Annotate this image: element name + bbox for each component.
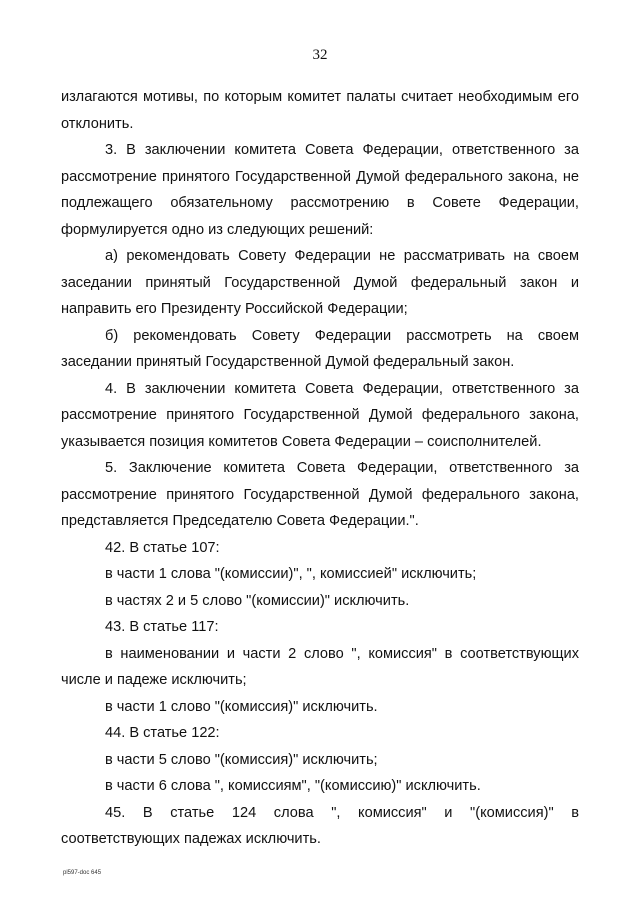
page-number: 32 [312,47,328,63]
paragraph-article-107-parts-2-5: в частях 2 и 5 слово "(комиссии)" исключить. [105,592,410,609]
paragraph-subitem-b: б) рекомендовать Совету Федерации рассмотреть на своем заседании принятый Государственной Думой федеральный закон. [61,327,579,370]
paragraph-article-122-heading: 44. В статье 122: [105,725,220,741]
paragraph-item-4: 4. В заключении комитета Совета Федерации, ответственного за рассмотрение принятого Государственной Думой федерального закона, указывается позиция комитетов Совета Федерации – соисполнителей. [61,380,579,450]
paragraph-continuation: излагаются мотивы, по которым комитет палаты считает необходимым его отклонить. [61,89,579,132]
document-body [61,84,579,853]
paragraph-article-117-heading: 43. В статье 117: [105,619,219,635]
paragraph-article-122-part-5: в части 5 слово "(комиссия)" исключить; [105,751,378,768]
paragraph-article-107-heading: 42. В статье 107: [105,539,220,556]
paragraph-article-124: 45. В статье 124 слова ", комиссия" и "(комиссия)" в соответствующих падежах исключить. [61,804,579,847]
paragraph-article-107-part-1: в части 1 слова "(комиссии)", ", комиссией" исключить; [105,566,477,582]
paragraph-item-3: 3. В заключении комитета Совета Федерации, ответственного за рассмотрение принятого Государственной Думой федерального закона, не подлежащего обязательному рассмотрению в Совете Федерации, формулируется одно из следующих решений: [61,142,579,238]
paragraph-item-5: 5. Заключение комитета Совета Федерации, ответственного за рассмотрение принятого Государственной Думой федерального закона, представляется Председателю Совета Федерации.". [61,460,579,529]
paragraph-article-117-part-1: в части 1 слово "(комиссия)" исключить. [105,698,378,715]
paragraph-article-117-title-part-2: в наименовании и части 2 слово ", комиссия" в соответствующих числе и падеже исключить; [61,645,579,688]
paragraph-article-122-part-6: в части 6 слова ", комиссиям", "(комиссию)" исключить. [105,778,481,794]
paragraph-subitem-a: а) рекомендовать Совету Федерации не рассматривать на своем заседании принятый Государственной Думой федеральный закон и направить его Президенту Российской Федерации; [61,248,579,317]
footer-file-code: pl597-doc 645 [63,870,102,876]
